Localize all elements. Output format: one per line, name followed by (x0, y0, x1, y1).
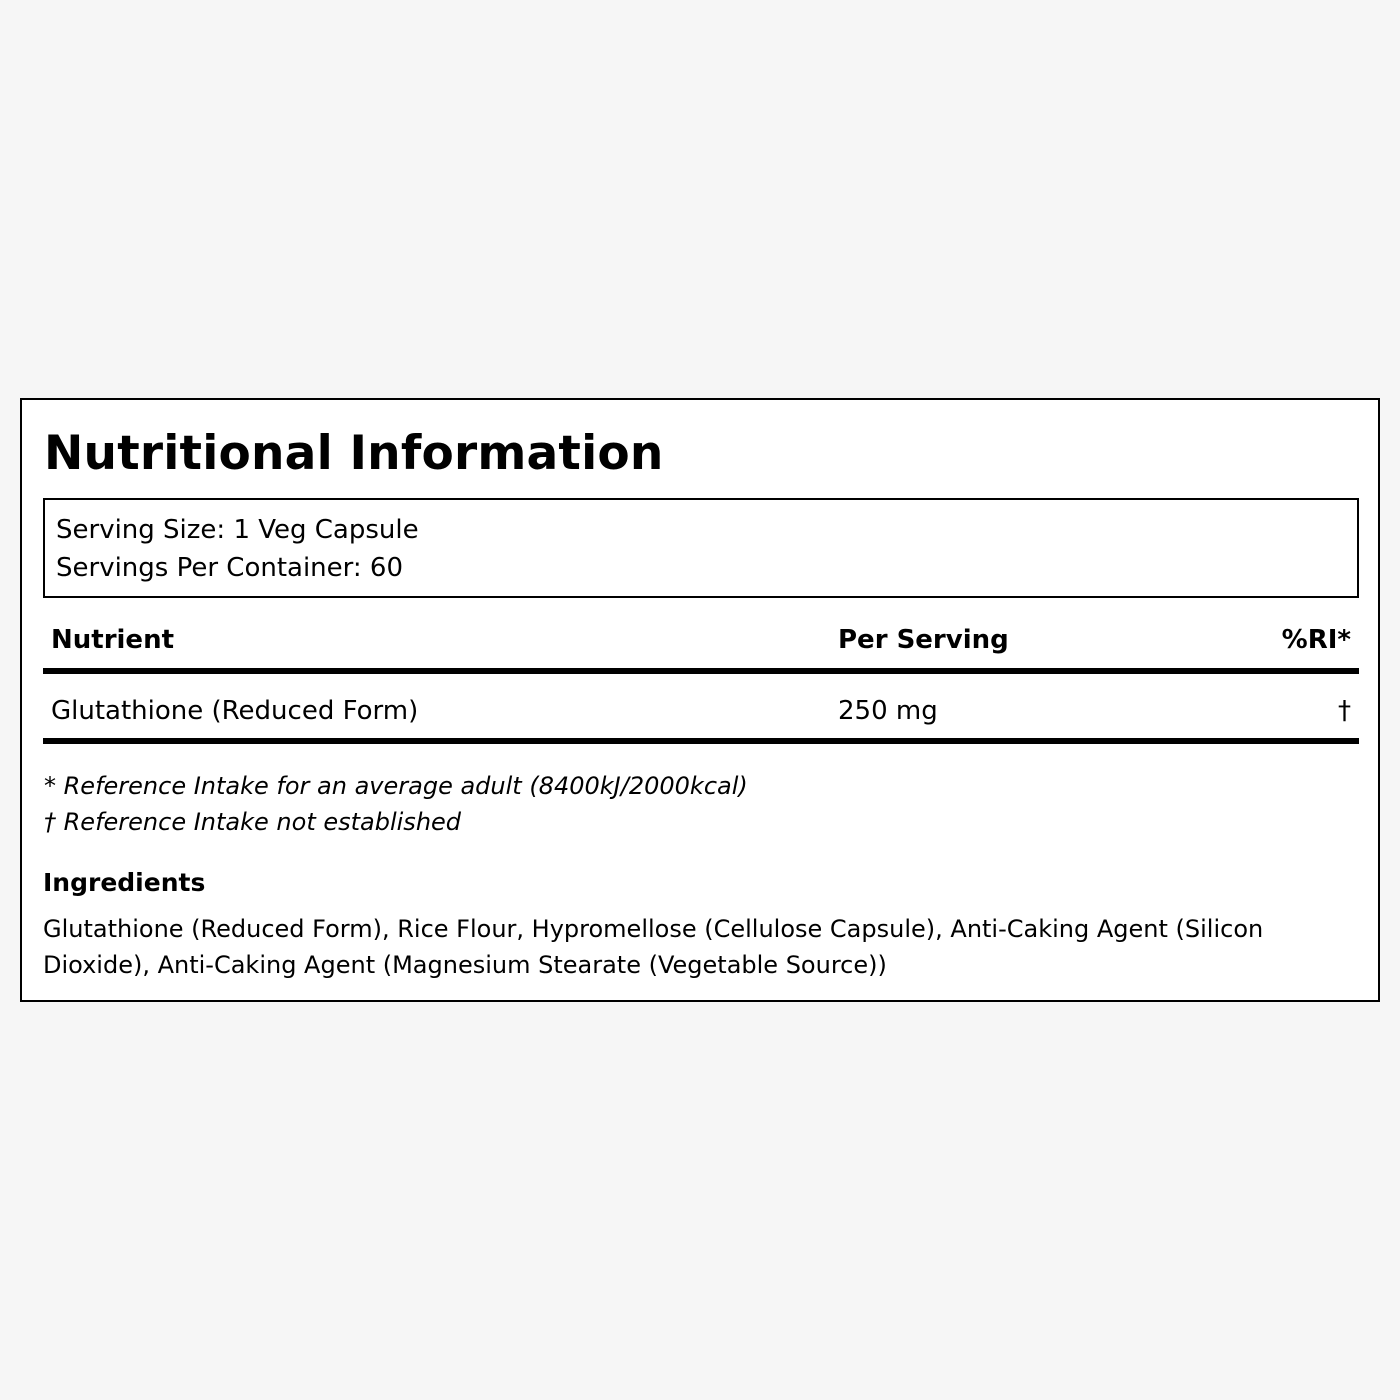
table-row (43, 694, 1359, 728)
row-ri: † (1338, 696, 1351, 726)
nutrition-label-panel (20, 398, 1380, 1002)
header-divider (43, 668, 1359, 674)
label-title: Nutritional Information (44, 426, 664, 481)
header-ri: %RI* (1281, 625, 1351, 655)
header-per-serving: Per Serving (838, 625, 1009, 655)
table-bottom-divider (43, 738, 1359, 744)
ingredients-text: Glutathione (Reduced Form), Rice Flour, Hypromellose (Cellulose Capsule), Anti-Caking Agent (Silicon Dioxide), Anti-Caking Agent (Magnesium Stearate (Vegetable Source)) (43, 915, 1264, 979)
servings-per-container: Servings Per Container: 60 (56, 553, 404, 583)
table-header (43, 623, 1359, 657)
footnote-not-established: † Reference Intake not established (44, 808, 462, 836)
serving-size: Serving Size: 1 Veg Capsule (56, 515, 419, 545)
ingredients-heading: Ingredients (43, 868, 206, 897)
footnote-reference-intake: * Reference Intake for an average adult (8400kJ/2000kcal) (44, 772, 748, 800)
header-nutrient: Nutrient (51, 625, 175, 655)
row-nutrient: Glutathione (Reduced Form) (51, 696, 419, 726)
serving-info-box (43, 498, 1359, 598)
row-per-serving: 250 mg (838, 696, 938, 726)
